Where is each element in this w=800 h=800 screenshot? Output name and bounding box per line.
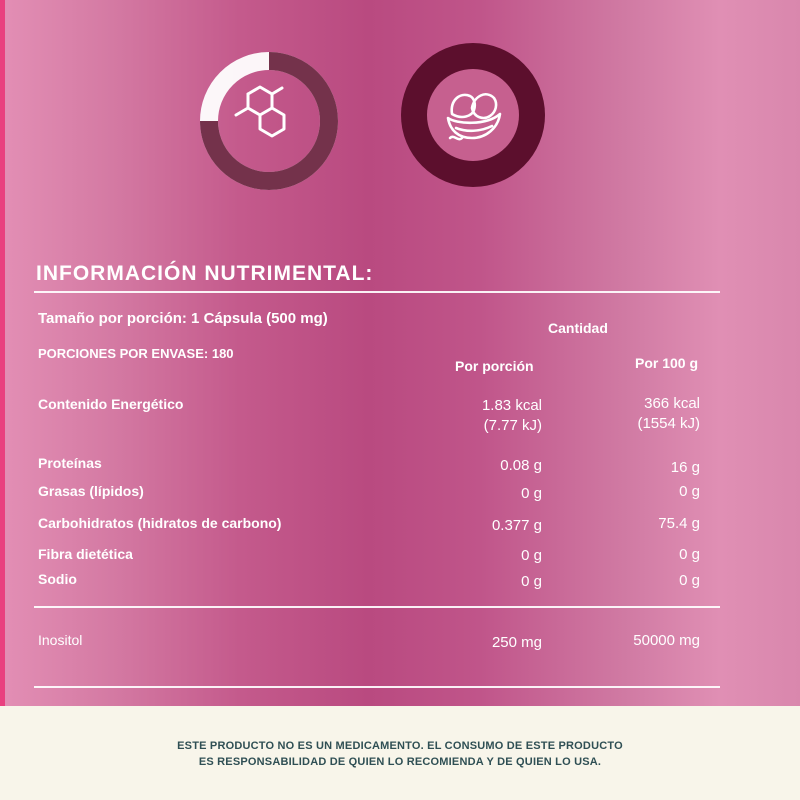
divider-top bbox=[34, 291, 720, 293]
row-label-energy: Contenido Energético bbox=[38, 396, 184, 412]
row-label-fat: Grasas (lípidos) bbox=[38, 483, 144, 499]
molecule-icon bbox=[198, 50, 340, 192]
disclaimer-footer bbox=[0, 706, 800, 800]
fat-per-100g: 0 g bbox=[679, 483, 700, 500]
energy-per-serving-kj: (7.77 kJ) bbox=[483, 417, 542, 434]
energy-per-100g-kj: (1554 kJ) bbox=[637, 415, 700, 432]
carbs-per-serving: 0.377 g bbox=[491, 517, 542, 534]
fat-per-serving: 0 g bbox=[521, 485, 542, 502]
row-label-carbs: Carbohidratos (hidratos de carbono) bbox=[38, 515, 282, 531]
nut-icon bbox=[400, 42, 546, 188]
divider-bottom bbox=[34, 686, 720, 688]
energy-per-100g: 366 kcal bbox=[644, 395, 700, 412]
fiber-per-100g: 0 g bbox=[679, 546, 700, 563]
protein-per-100g: 16 g bbox=[670, 459, 700, 476]
fiber-per-serving: 0 g bbox=[521, 547, 542, 564]
row-label-inositol: Inositol bbox=[38, 632, 83, 648]
inositol-per-100g: 50000 mg bbox=[633, 632, 700, 649]
divider-middle bbox=[34, 606, 720, 608]
protein-per-serving: 0.08 g bbox=[500, 457, 542, 474]
disclaimer-line-1: ESTE PRODUCTO NO ES UN MEDICAMENTO. EL CONSUMO DE ESTE PRODUCTO bbox=[177, 740, 623, 752]
row-label-protein: Proteínas bbox=[38, 455, 102, 471]
inositol-per-serving: 250 mg bbox=[491, 634, 542, 651]
energy-per-serving: 1.83 kcal bbox=[481, 397, 542, 414]
per-serving-header: Por porción bbox=[455, 358, 534, 374]
row-label-fiber: Fibra dietética bbox=[38, 546, 133, 562]
sodium-per-serving: 0 g bbox=[521, 573, 542, 590]
nutrition-title: INFORMACIÓN NUTRIMENTAL: bbox=[36, 262, 374, 285]
serving-size: Tamaño por porción: 1 Cápsula (500 mg) bbox=[38, 310, 328, 327]
servings-per-container: PORCIONES POR ENVASE: 180 bbox=[38, 346, 234, 361]
row-label-sodium: Sodio bbox=[38, 571, 77, 587]
carbs-per-100g: 75.4 g bbox=[658, 515, 700, 532]
cantidad-header: Cantidad bbox=[548, 320, 608, 336]
label-edge-strip bbox=[0, 0, 5, 706]
per-100g-header: Por 100 g bbox=[635, 355, 699, 371]
disclaimer-line-2: ES RESPONSABILIDAD DE QUIEN LO RECOMIENDA Y DE QUIEN LO USA. bbox=[198, 756, 602, 768]
sodium-per-100g: 0 g bbox=[679, 572, 700, 589]
